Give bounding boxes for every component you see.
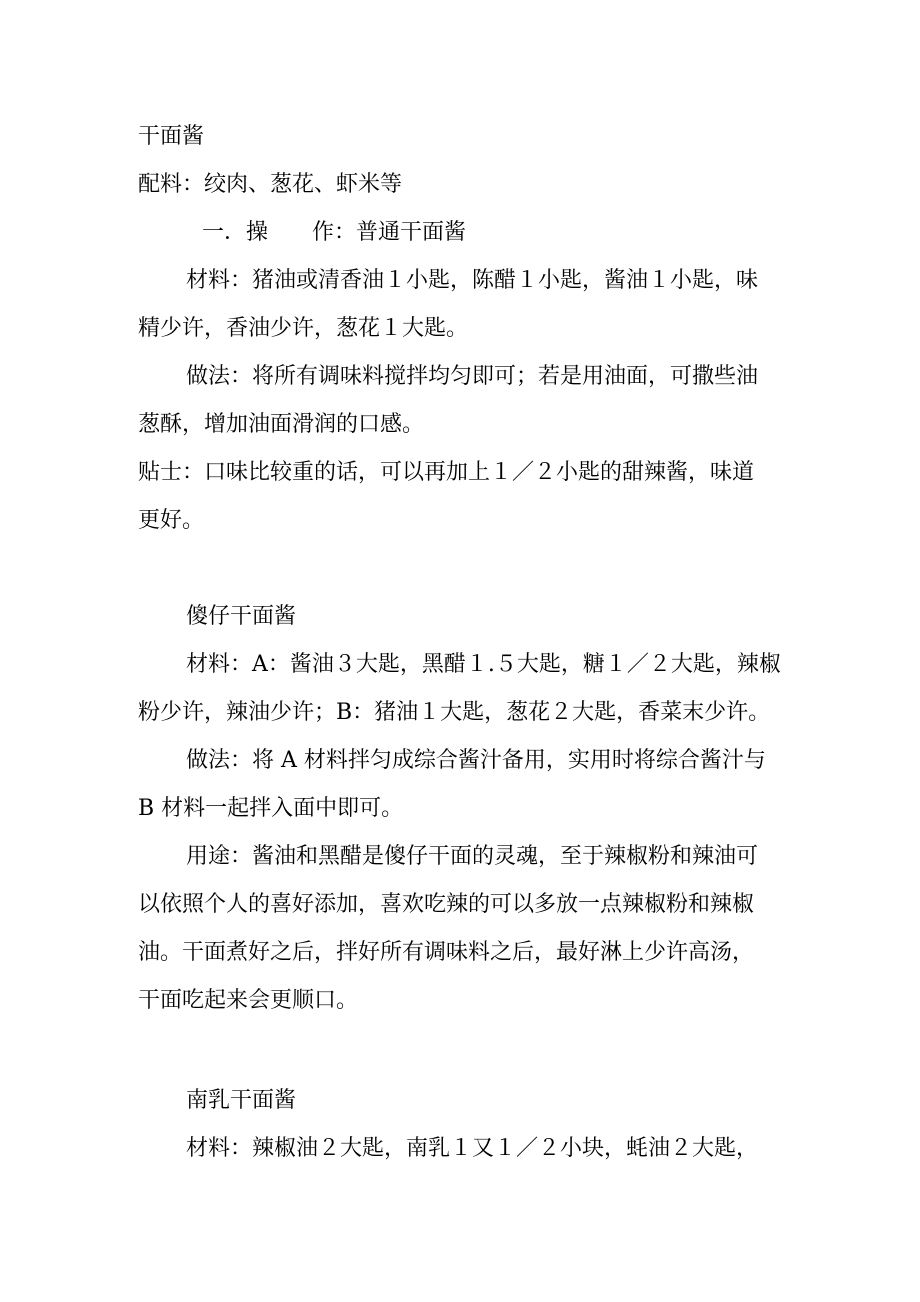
paragraph-line: 材料：A：酱油３大匙，黑醋１.５大匙，糖１／２大匙，辣椒 bbox=[186, 652, 781, 677]
recipe-title: 干面酱 bbox=[138, 124, 205, 149]
ingredients-line: 配料：绞肉、葱花、虾米等 bbox=[138, 172, 403, 197]
paragraph-line: 做法：将所有调味料搅拌均匀即可；若是用油面，可撒些油 bbox=[186, 364, 759, 389]
paragraph-line: 材料：辣椒油２大匙，南乳１又１／２小块，蚝油２大匙， bbox=[186, 1136, 759, 1161]
recipe-title: 傻仔干面酱 bbox=[186, 604, 297, 629]
recipe-title: 南乳干面酱 bbox=[186, 1088, 297, 1113]
paragraph-line: B 材料一起拌入面中即可。 bbox=[138, 796, 404, 821]
paragraph-line: 葱酥，增加油面滑润的口感。 bbox=[138, 412, 425, 437]
paragraph-line: 用途：酱油和黑醋是傻仔干面的灵魂，至于辣椒粉和辣油可 bbox=[186, 844, 759, 869]
paragraph-line: 材料：猪油或清香油１小匙，陈醋１小匙，酱油１小匙，味 bbox=[186, 268, 759, 293]
paragraph-line: 粉少许，辣油少许；B：猪油１大匙，葱花２大匙，香菜末少许。 bbox=[138, 700, 771, 725]
paragraph-line: 更好。 bbox=[138, 508, 205, 533]
paragraph-line: 精少许，香油少许，葱花１大匙。 bbox=[138, 316, 469, 341]
method-heading: 一．操 作：普通干面酱 bbox=[202, 220, 467, 245]
paragraph-line: 做法：将 A 材料拌匀成综合酱汁备用，实用时将综合酱汁与 bbox=[186, 748, 766, 773]
paragraph-line: 以依照个人的喜好添加，喜欢吃辣的可以多放一点辣椒粉和辣椒 bbox=[138, 892, 755, 917]
paragraph-line: 贴士：口味比较重的话，可以再加上１／２小匙的甜辣酱，味道 bbox=[138, 460, 755, 485]
paragraph-line: 干面吃起来会更顺口。 bbox=[138, 988, 359, 1013]
paragraph-line: 油。干面煮好之后，拌好所有调味料之后，最好淋上少许高汤， bbox=[138, 940, 755, 965]
